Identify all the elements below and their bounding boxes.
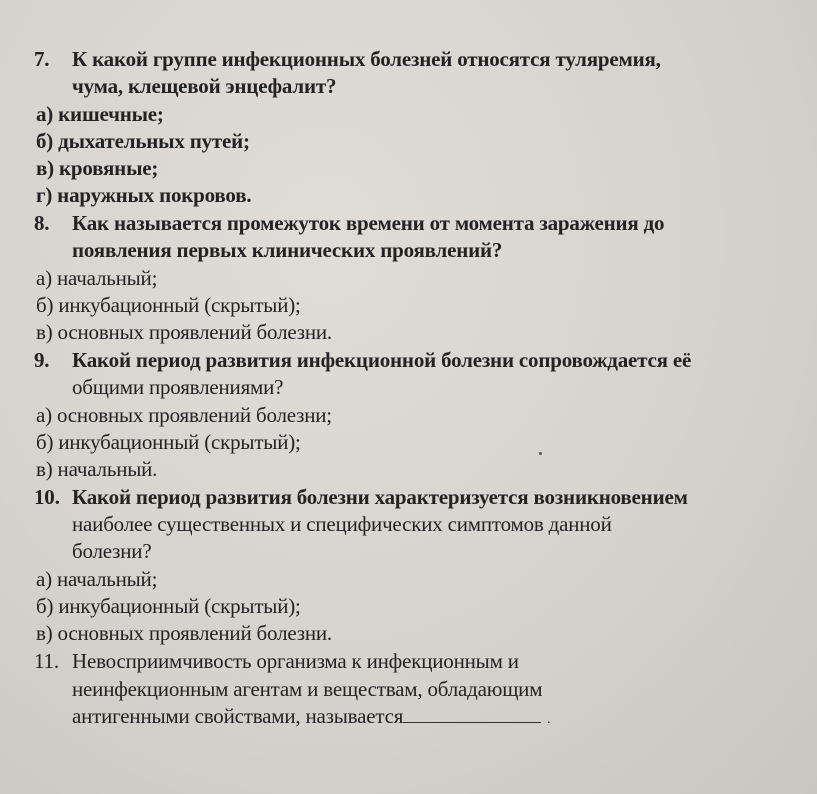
question-8-text: Как называется промежуток времени от момента заражения до bbox=[72, 211, 665, 235]
question-11-number: 11. bbox=[34, 649, 59, 673]
question-10-option-c: в) основных проявлений болезни. bbox=[36, 621, 332, 645]
question-11-text: Невосприимчивость организма к инфекционным и bbox=[72, 649, 519, 673]
question-9-number: 9. bbox=[34, 348, 50, 372]
question-7-number: 7. bbox=[34, 47, 50, 71]
speck-mark bbox=[539, 452, 542, 455]
question-11-end-mark: . bbox=[547, 712, 551, 727]
question-9-line-2: общими проявлениями? bbox=[72, 375, 284, 399]
question-9-option-c: в) начальный. bbox=[36, 457, 158, 481]
question-10-line-3: болезни? bbox=[72, 539, 152, 563]
question-7-option-a: а) кишечные; bbox=[36, 102, 164, 126]
question-8-option-c: в) основных проявлений болезни. bbox=[36, 320, 332, 344]
question-8-line-2: появления первых клинических проявлений? bbox=[72, 238, 503, 262]
answer-blank[interactable] bbox=[403, 704, 541, 723]
question-10-option-a: а) начальный; bbox=[36, 567, 158, 591]
question-7-option-b: б) дыхательных путей; bbox=[36, 129, 250, 153]
question-10-option-b: б) инкубационный (скрытый); bbox=[36, 594, 301, 618]
question-8-option-b: б) инкубационный (скрытый); bbox=[36, 293, 301, 317]
question-7-line-1 bbox=[34, 46, 661, 72]
question-11-text-end: антигенными свойствами, называется bbox=[72, 704, 404, 728]
question-9-text: Какой период развития инфекционной болезни сопровождается её bbox=[72, 348, 692, 372]
question-9-line-1 bbox=[34, 347, 691, 373]
question-11-line-1 bbox=[34, 648, 519, 674]
question-11-line-3 bbox=[72, 703, 550, 733]
question-7-line-2: чума, клещевой энцефалит? bbox=[72, 74, 337, 98]
question-9-option-a: а) основных проявлений болезни; bbox=[36, 403, 332, 427]
question-7-option-d: г) наружных покровов. bbox=[36, 183, 252, 207]
question-7-text: К какой группе инфекционных болезней относятся туляремия, bbox=[72, 47, 661, 71]
question-10-line-1 bbox=[34, 484, 688, 510]
question-10-number: 10. bbox=[34, 485, 60, 509]
question-8-number: 8. bbox=[34, 211, 50, 235]
question-7-option-c: в) кровяные; bbox=[36, 156, 159, 180]
question-8-option-a: а) начальный; bbox=[36, 266, 158, 290]
question-10-line-2: наиболее существенных и специфических симптомов данной bbox=[72, 512, 612, 536]
question-8-line-1 bbox=[34, 210, 664, 236]
question-11-line-2: неинфекционным агентам и веществам, обладающим bbox=[72, 677, 543, 701]
question-10-text: Какой период развития болезни характеризуется возникновением bbox=[72, 485, 688, 509]
question-9-option-b: б) инкубационный (скрытый); bbox=[36, 430, 301, 454]
